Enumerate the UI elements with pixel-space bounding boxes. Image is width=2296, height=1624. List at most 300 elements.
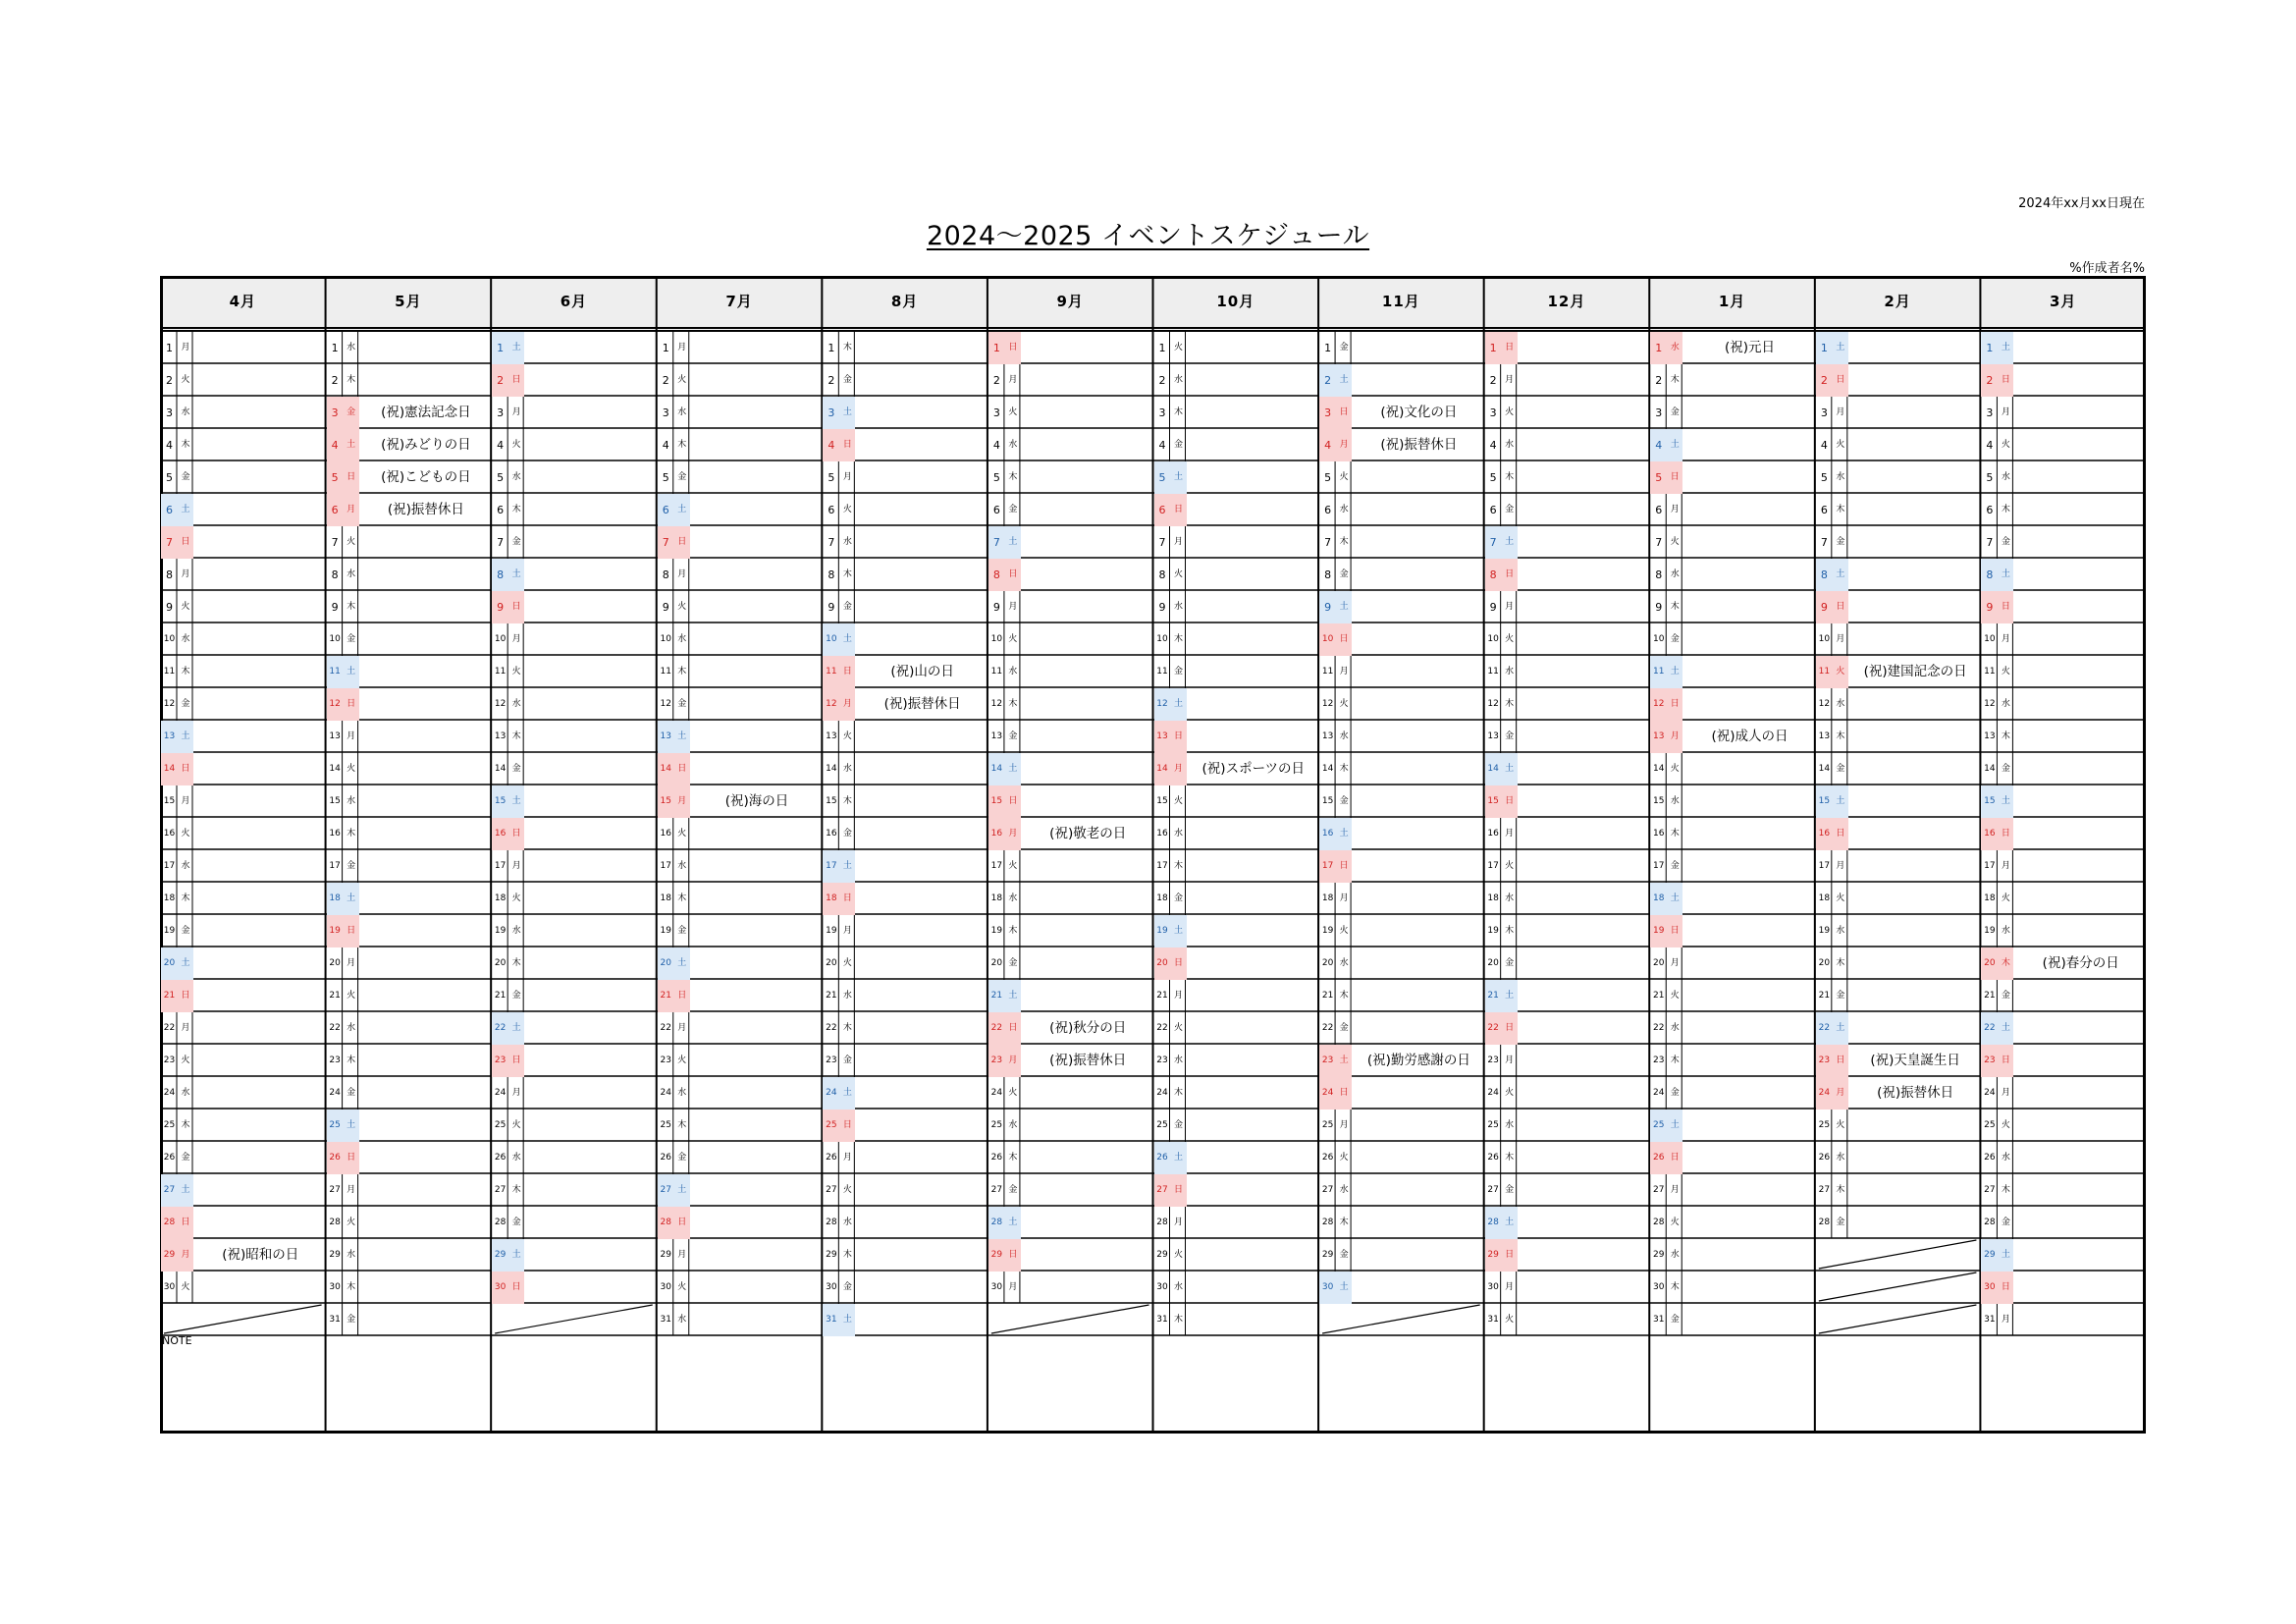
day-number: 9 — [662, 601, 669, 614]
day-number: 8 — [331, 568, 339, 581]
day-row — [823, 364, 987, 396]
day-row — [161, 947, 325, 979]
day-row — [1816, 559, 1980, 590]
day-row — [1319, 1012, 1483, 1044]
day-number: 5 — [497, 471, 505, 484]
day-row — [1154, 1239, 1318, 1271]
weekday-label: 水 — [511, 472, 521, 482]
weekday-label: 土 — [178, 947, 193, 980]
weekday-label: 水 — [1173, 1056, 1183, 1065]
day-number: 1 — [988, 332, 1005, 364]
day-row — [658, 818, 822, 849]
day-number: 12 — [823, 688, 839, 721]
day-number: 26 — [163, 1153, 176, 1163]
day-number: 11 — [1156, 667, 1168, 677]
day-number: 27 — [161, 1174, 178, 1207]
weekday-label: 木 — [1670, 602, 1680, 612]
day-number: 24 — [990, 1088, 1003, 1098]
day-row — [1319, 526, 1483, 558]
weekday-label: 土 — [344, 656, 359, 688]
day-row — [1816, 947, 1980, 979]
day-number: 17 — [1319, 850, 1336, 883]
day-number: 2 — [331, 374, 339, 387]
weekday-label: 水 — [1008, 667, 1018, 677]
day-number: 16 — [329, 829, 341, 839]
weekday-label: 木 — [1173, 861, 1183, 871]
weekday-label: 金 — [1173, 667, 1183, 677]
day-row — [1154, 494, 1318, 525]
weekday-label: 月 — [842, 926, 852, 936]
day-number: 4 — [1319, 429, 1336, 461]
day-row — [327, 1110, 491, 1141]
day-row — [492, 1045, 656, 1076]
weekday-label: 日 — [1667, 461, 1682, 494]
weekday-label: 金 — [677, 472, 687, 482]
day-row — [1319, 753, 1483, 785]
day-number: 22 — [826, 1023, 837, 1033]
weekday-label: 木 — [842, 569, 852, 579]
weekday-label: 土 — [344, 1110, 359, 1142]
day-row — [1319, 591, 1483, 623]
weekday-label: 水 — [2001, 472, 2010, 482]
day-number: 29 — [1981, 1239, 1998, 1272]
day-row — [988, 947, 1152, 979]
day-row — [161, 915, 325, 947]
day-row — [1816, 623, 1980, 655]
weekday-label: 日 — [1833, 364, 1848, 397]
weekday-label: 木 — [1670, 829, 1680, 839]
weekday-label: 水 — [1836, 472, 1845, 482]
event-label: (祝)振替休日 — [1380, 437, 1458, 453]
day-number: 5 — [828, 471, 835, 484]
weekday-label: 土 — [1336, 591, 1352, 623]
day-row — [823, 1207, 987, 1238]
day-row — [988, 1174, 1152, 1206]
weekday-label: 火 — [677, 829, 687, 839]
weekday-label: 木 — [347, 375, 356, 385]
month-header: 11月 — [1381, 293, 1420, 310]
day-row — [1816, 785, 1980, 817]
weekday-label: 金 — [1339, 796, 1349, 806]
weekday-label: 水 — [1173, 1282, 1183, 1292]
weekday-label: 金 — [1173, 1120, 1183, 1130]
day-row — [1650, 1110, 1814, 1141]
day-row — [988, 591, 1152, 623]
day-number: 21 — [1321, 991, 1334, 1001]
day-row — [988, 1045, 1152, 1076]
day-number: 8 — [1324, 568, 1332, 581]
day-number: 19 — [1650, 915, 1667, 947]
day-row — [492, 1110, 656, 1141]
day-number: 24 — [494, 1088, 507, 1098]
weekday-label: 日 — [1171, 1174, 1187, 1207]
weekday-label: 月 — [347, 1185, 356, 1195]
weekday-label: 水 — [1836, 1153, 1845, 1163]
day-row — [1485, 1174, 1649, 1206]
weekday-label: 土 — [1171, 1142, 1187, 1174]
weekday-label: 水 — [1173, 829, 1183, 839]
day-number: 26 — [1321, 1153, 1334, 1163]
day-row — [658, 494, 822, 525]
day-row — [1816, 397, 1980, 428]
weekday-label: 火 — [677, 1056, 687, 1065]
day-number: 27 — [1984, 1185, 1996, 1195]
day-row — [658, 461, 822, 493]
day-number: 6 — [1820, 504, 1828, 516]
weekday-label: 月 — [511, 861, 521, 871]
day-row — [1650, 1304, 1814, 1335]
day-row — [988, 850, 1152, 882]
weekday-label: 土 — [839, 850, 855, 883]
weekday-label: 火 — [181, 602, 190, 612]
author-name: %作成者名% — [2069, 261, 2145, 276]
day-row — [988, 397, 1152, 428]
day-number: 28 — [1653, 1218, 1665, 1227]
day-number: 27 — [1818, 1185, 1831, 1195]
weekday-label: 火 — [2001, 893, 2010, 903]
day-number: 13 — [329, 731, 341, 741]
day-number: 17 — [329, 861, 341, 871]
day-row — [327, 947, 491, 979]
day-row — [658, 332, 822, 363]
day-number: 16 — [1319, 818, 1336, 850]
day-number: 25 — [990, 1120, 1003, 1130]
day-row — [1981, 397, 2145, 428]
day-row — [1319, 1272, 1483, 1303]
day-row — [161, 1110, 325, 1141]
weekday-label: 月 — [344, 494, 359, 526]
day-number: 28 — [826, 1218, 837, 1227]
day-row — [1154, 1045, 1318, 1076]
day-row — [988, 364, 1152, 396]
day-number: 28 — [1156, 1218, 1168, 1227]
day-number: 19 — [327, 915, 344, 947]
day-row — [1650, 753, 1814, 785]
weekday-label: 日 — [344, 688, 359, 721]
day-row — [1319, 850, 1483, 882]
day-number: 20 — [990, 958, 1003, 968]
event-label: (祝)振替休日 — [1049, 1053, 1127, 1068]
day-row — [1981, 1239, 2145, 1271]
day-row — [1319, 688, 1483, 720]
day-number: 13 — [826, 731, 837, 741]
day-row — [823, 591, 987, 623]
day-row — [1816, 332, 1980, 363]
weekday-label: 火 — [842, 958, 852, 968]
day-row — [823, 1077, 987, 1109]
day-number: 4 — [823, 429, 839, 461]
calendar-grid — [160, 276, 2146, 1434]
day-number: 10 — [1319, 623, 1336, 656]
weekday-label: 月 — [1339, 1120, 1349, 1130]
weekday-label: 土 — [674, 947, 690, 980]
day-row — [1154, 461, 1318, 493]
weekday-label: 日 — [1336, 623, 1352, 656]
day-row — [1154, 1207, 1318, 1238]
day-number: 20 — [329, 958, 341, 968]
day-row — [1981, 1174, 2145, 1206]
day-number: 23 — [1319, 1045, 1336, 1077]
weekday-label: 土 — [674, 1174, 690, 1207]
day-row — [1650, 1012, 1814, 1044]
weekday-label: 火 — [2001, 440, 2010, 450]
day-row — [1650, 883, 1814, 914]
day-number: 15 — [988, 785, 1005, 818]
day-row — [1319, 1077, 1483, 1109]
weekday-label: 火 — [1505, 634, 1515, 644]
day-row — [823, 688, 987, 720]
day-number: 3 — [1158, 406, 1166, 419]
day-row — [1485, 1272, 1649, 1303]
weekday-label: 木 — [1836, 731, 1845, 741]
weekday-label: 月 — [2001, 634, 2010, 644]
day-number: 16 — [492, 818, 508, 850]
weekday-label: 日 — [1336, 397, 1352, 429]
day-number: 30 — [1319, 1272, 1336, 1304]
weekday-label: 土 — [508, 559, 524, 591]
day-number: 25 — [163, 1120, 176, 1130]
day-row — [1650, 785, 1814, 817]
weekday-label: 月 — [1836, 407, 1845, 417]
day-row — [1981, 526, 2145, 558]
day-number: 14 — [1653, 764, 1665, 774]
day-number: 24 — [1984, 1088, 1996, 1098]
weekday-label: 土 — [1998, 1012, 2013, 1045]
day-number: 24 — [1156, 1088, 1168, 1098]
day-number: 6 — [1986, 504, 1994, 516]
weekday-label: 木 — [1173, 634, 1183, 644]
day-row — [823, 559, 987, 590]
day-row — [658, 785, 822, 817]
weekday-label: 土 — [1833, 332, 1848, 364]
weekday-label: 日 — [178, 980, 193, 1012]
weekday-label: 月 — [1005, 818, 1021, 850]
day-number: 30 — [990, 1282, 1003, 1292]
day-number: 16 — [660, 829, 671, 839]
day-row — [1319, 397, 1483, 428]
day-row — [988, 688, 1152, 720]
weekday-label: 金 — [2001, 1218, 2010, 1227]
day-number: 22 — [988, 1012, 1005, 1045]
weekday-label: 日 — [674, 753, 690, 785]
day-number: 12 — [990, 699, 1003, 709]
day-row — [327, 1045, 491, 1076]
day-row — [658, 1012, 822, 1044]
event-label: (祝)憲法記念日 — [381, 405, 471, 420]
day-row — [1154, 980, 1318, 1011]
weekday-label: 日 — [674, 526, 690, 559]
day-row — [327, 656, 491, 687]
day-number: 15 — [492, 785, 508, 818]
day-number: 21 — [329, 991, 341, 1001]
weekday-label: 火 — [1670, 1218, 1680, 1227]
weekday-label: 土 — [1998, 785, 2013, 818]
day-number: 2 — [1489, 374, 1497, 387]
day-row — [1650, 1239, 1814, 1271]
weekday-label: 火 — [1670, 537, 1680, 547]
weekday-label: 水 — [1339, 958, 1349, 968]
day-number: 30 — [492, 1272, 508, 1304]
weekday-label: 木 — [1339, 764, 1349, 774]
weekday-label: 日 — [1833, 591, 1848, 623]
day-row — [492, 688, 656, 720]
day-row — [1319, 785, 1483, 817]
day-number: 19 — [1984, 926, 1996, 936]
day-number: 5 — [1154, 461, 1171, 494]
day-number: 20 — [1818, 958, 1831, 968]
day-number: 23 — [492, 1045, 508, 1077]
day-number: 30 — [1653, 1282, 1665, 1292]
day-number: 12 — [494, 699, 507, 709]
day-number: 15 — [1816, 785, 1833, 818]
day-row — [1650, 461, 1814, 493]
day-row — [327, 688, 491, 720]
day-number: 16 — [1487, 829, 1499, 839]
weekday-label: 火 — [842, 731, 852, 741]
day-number: 16 — [1981, 818, 1998, 850]
day-number: 27 — [658, 1174, 674, 1207]
day-row — [1154, 947, 1318, 979]
weekday-label: 月 — [2001, 1088, 2010, 1098]
day-row — [1650, 591, 1814, 623]
day-number: 9 — [331, 601, 339, 614]
day-number: 20 — [1321, 958, 1334, 968]
weekday-label: 火 — [347, 764, 356, 774]
month-header: 3月 — [2049, 293, 2077, 310]
event-label: (祝)敬老の日 — [1049, 826, 1127, 841]
day-row — [1981, 1110, 2145, 1141]
month-header: 7月 — [725, 293, 753, 310]
day-number: 3 — [1655, 406, 1663, 419]
day-number: 4 — [1820, 439, 1828, 452]
weekday-label: 水 — [1505, 667, 1515, 677]
day-number: 7 — [161, 526, 178, 559]
day-row — [161, 980, 325, 1011]
day-number: 3 — [327, 397, 344, 429]
weekday-label: 火 — [1833, 656, 1848, 688]
day-row — [1485, 1077, 1649, 1109]
weekday-label: 火 — [1836, 1120, 1845, 1130]
weekday-label: 日 — [1998, 591, 2013, 623]
day-row — [988, 818, 1152, 849]
day-number: 5 — [1820, 471, 1828, 484]
weekday-label: 火 — [1836, 440, 1845, 450]
day-row — [1485, 883, 1649, 914]
weekday-label: 月 — [1008, 1282, 1018, 1292]
day-row — [492, 559, 656, 590]
day-row — [1154, 850, 1318, 882]
day-row — [1981, 785, 2145, 817]
weekday-label: 月 — [1670, 958, 1680, 968]
day-number: 7 — [988, 526, 1005, 559]
weekday-label: 火 — [1339, 926, 1349, 936]
weekday-label: 木 — [2001, 1185, 2010, 1195]
weekday-label: 日 — [178, 753, 193, 785]
day-number: 17 — [1487, 861, 1499, 871]
weekday-label: 月 — [839, 688, 855, 721]
weekday-label: 日 — [1502, 332, 1518, 364]
day-number: 19 — [1818, 926, 1831, 936]
day-row — [823, 1142, 987, 1173]
day-row — [327, 915, 491, 947]
day-row — [1650, 915, 1814, 947]
day-number: 19 — [1154, 915, 1171, 947]
weekday-label: 木 — [1505, 472, 1515, 482]
day-row — [327, 883, 491, 914]
day-row — [1485, 429, 1649, 460]
day-number: 29 — [1653, 1250, 1665, 1260]
weekday-label: 金 — [1670, 1315, 1680, 1325]
day-number: 13 — [1818, 731, 1831, 741]
weekday-label: 月 — [2001, 1315, 2010, 1325]
day-number: 22 — [163, 1023, 176, 1033]
weekday-label: 日 — [1005, 785, 1021, 818]
day-row — [988, 753, 1152, 785]
day-number: 1 — [1485, 332, 1502, 364]
day-row — [823, 461, 987, 493]
weekday-label: 日 — [1667, 915, 1682, 947]
weekday-label: 金 — [1505, 1185, 1515, 1195]
weekday-label: 水 — [677, 1315, 687, 1325]
day-number: 3 — [662, 406, 669, 419]
day-number: 30 — [1487, 1282, 1499, 1292]
day-row — [492, 883, 656, 914]
day-row — [1154, 332, 1318, 363]
page-title: 2024～2025 イベントスケジュール — [926, 221, 1370, 251]
weekday-label: 月 — [1670, 505, 1680, 514]
day-number: 18 — [494, 893, 507, 903]
weekday-label: 水 — [181, 634, 190, 644]
weekday-label: 月 — [181, 569, 190, 579]
day-row — [161, 883, 325, 914]
day-number: 27 — [1653, 1185, 1665, 1195]
day-number: 28 — [658, 1207, 674, 1239]
day-row — [658, 623, 822, 655]
weekday-label: 火 — [511, 893, 521, 903]
day-row — [161, 1077, 325, 1109]
day-row — [492, 1207, 656, 1238]
weekday-label: 金 — [1836, 764, 1845, 774]
day-row — [1154, 1272, 1318, 1303]
day-row — [1319, 461, 1483, 493]
weekday-label: 火 — [1670, 991, 1680, 1001]
weekday-label: 日 — [1998, 364, 2013, 397]
weekday-label: 金 — [1505, 505, 1515, 514]
weekday-label: 水 — [842, 1218, 852, 1227]
weekday-label: 月 — [1833, 1077, 1848, 1110]
weekday-label: 日 — [508, 1272, 524, 1304]
day-number: 27 — [990, 1185, 1003, 1195]
day-row — [1485, 688, 1649, 720]
day-row — [327, 526, 491, 558]
day-number: 6 — [828, 504, 835, 516]
day-number: 24 — [1816, 1077, 1833, 1110]
day-row — [988, 1272, 1152, 1303]
event-label: (祝)文化の日 — [1380, 405, 1458, 420]
weekday-label: 水 — [1008, 1120, 1018, 1130]
weekday-label: 月 — [674, 785, 690, 818]
day-number: 10 — [1653, 634, 1665, 644]
weekday-label: 土 — [178, 494, 193, 526]
day-number: 1 — [331, 342, 339, 354]
day-number: 12 — [1984, 699, 1996, 709]
day-row — [1981, 883, 2145, 914]
weekday-label: 日 — [839, 1110, 855, 1142]
day-number: 15 — [1321, 796, 1334, 806]
day-row — [327, 559, 491, 590]
weekday-label: 木 — [1339, 991, 1349, 1001]
weekday-label: 水 — [511, 926, 521, 936]
